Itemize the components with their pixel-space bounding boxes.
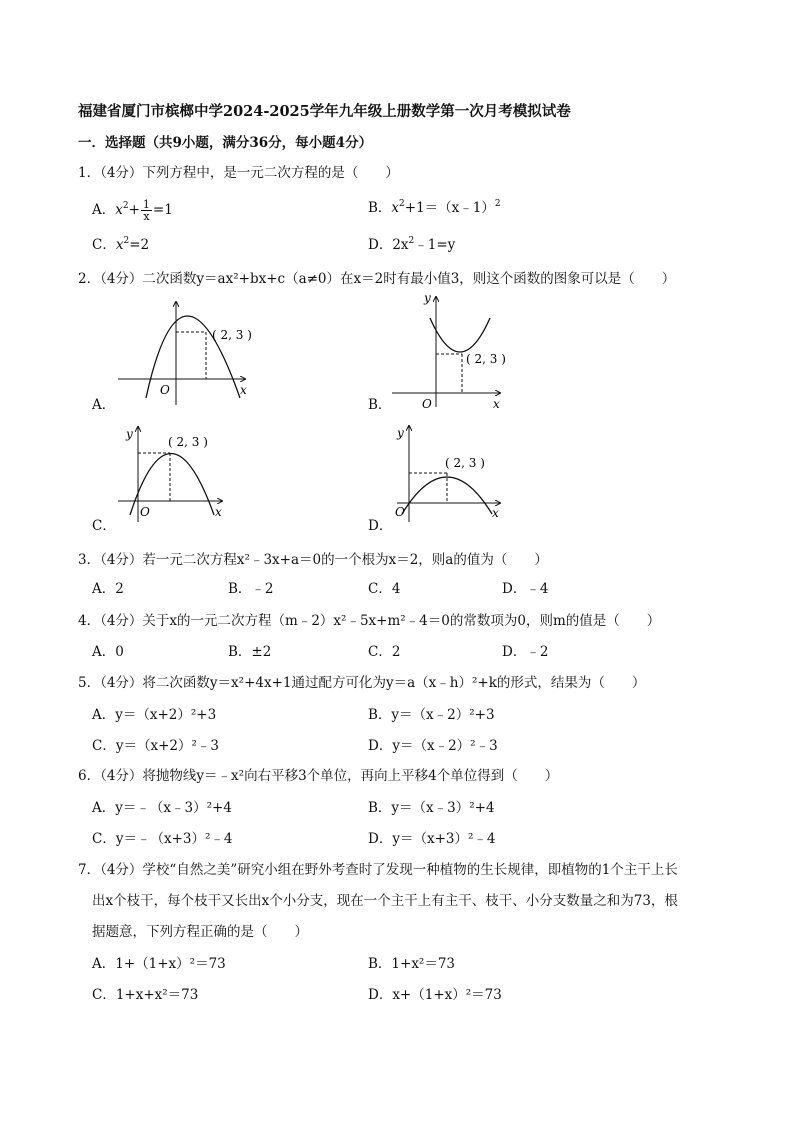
q1-option-a xyxy=(92,199,173,222)
math-term: +1＝（x﹣1） xyxy=(404,200,495,216)
y-axis-label: y xyxy=(126,427,133,441)
q7-option-d: D．x+（1+x）²＝73 xyxy=(368,987,502,1003)
vertex-label: ( 2, 3 ) xyxy=(445,456,485,470)
vertex-label: ( 2, 3 ) xyxy=(168,435,208,449)
q2-option-c: C． xyxy=(92,518,116,534)
q4-option-a: A．0 xyxy=(92,644,124,660)
q3-option-d: D．﹣4 xyxy=(502,581,549,597)
q3-option-a: A．2 xyxy=(92,581,124,597)
q2-option-d: D． xyxy=(368,518,393,534)
parabola-curve xyxy=(130,454,214,516)
q5-option-b: B．y＝（x﹣2）²+3 xyxy=(368,707,495,723)
q1-option-c xyxy=(92,236,149,254)
question-7-line-2: 出x个枝干，每个枝干又长出x个小分支，现在一个主干上有主干、枝干、小分支数量之和为73，根 xyxy=(92,893,678,909)
q1-option-b xyxy=(368,199,501,217)
parabola-curve xyxy=(430,318,490,352)
parabola-curve xyxy=(402,477,492,514)
origin-label: O xyxy=(422,397,432,411)
x-axis-label: x xyxy=(215,505,222,519)
question-3-stem: 3．（4分）若一元二次方程x²﹣3x+a＝0的一个根为x＝2，则a的值为（ ） xyxy=(78,552,548,568)
q6-option-c: C．y＝﹣（x+3）²﹣4 xyxy=(92,831,233,847)
x-axis-label: x xyxy=(492,506,499,520)
origin-label: O xyxy=(160,383,170,397)
question-2-stem: 2．（4分）二次函数y＝ax²+bx+c（a≠0）在x＝2时有最小值3，则这个函数的图象可以是（ ） xyxy=(78,271,676,287)
graph-d xyxy=(395,426,500,522)
fraction xyxy=(141,199,152,222)
exponent: 2 xyxy=(494,199,501,209)
vertex-label: ( 2, 3 ) xyxy=(466,352,506,366)
y-axis-label: y xyxy=(397,426,404,440)
q6-option-d: D．y＝（x+3）²﹣4 xyxy=(368,831,496,847)
fraction-numerator: 1 xyxy=(142,198,150,211)
exponent: 2 xyxy=(408,236,415,246)
math-term: x xyxy=(115,237,124,253)
origin-label: O xyxy=(395,505,405,519)
option-letter: D． xyxy=(368,237,393,253)
question-1-stem: 1．（4分）下列方程中，是一元二次方程的是（ ） xyxy=(78,165,399,181)
q7-option-b: B．1+x²＝73 xyxy=(368,956,456,972)
math-term: ﹣1=y xyxy=(414,237,456,253)
exponent: 2 xyxy=(123,236,130,246)
question-7-line-3: 据题意，下列方程正确的是（ ） xyxy=(92,924,308,940)
q7-option-c: C．1+x+x²＝73 xyxy=(92,987,199,1003)
option-letter: A． xyxy=(92,202,116,218)
section-heading: 一．选择题（共9小题，满分36分，每小题4分） xyxy=(78,135,373,151)
q1-option-d xyxy=(368,236,455,254)
q3-option-c: C．4 xyxy=(368,581,401,597)
option-letter: C． xyxy=(92,237,116,253)
page-title: 福建省厦门市槟榔中学2024-2025学年九年级上册数学第一次月考模拟试卷 xyxy=(78,103,571,120)
question-5-stem: 5．（4分）将二次函数y＝x²+4x+1通过配方可化为y＝a（x﹣h）²+k的形式，结果为（ ） xyxy=(78,675,646,691)
exponent: 2 xyxy=(399,199,405,209)
q5-option-a: A．y＝（x+2）²+3 xyxy=(92,707,217,723)
question-6-stem: 6．（4分）将抛物线y＝﹣x²向右平移3个单位，再向上平移4个单位得到（ ） xyxy=(78,768,559,784)
x-axis-label: x xyxy=(493,397,500,411)
q2-option-a: A． xyxy=(92,397,116,413)
parabola-curve xyxy=(146,316,240,398)
graph-a xyxy=(118,302,252,405)
q6-option-a: A．y＝﹣（x﹣3）²+4 xyxy=(92,800,232,816)
vertex-label: ( 2, 3 ) xyxy=(212,328,252,342)
question-7-line-1: 7．（4分）学校“自然之美”研究小组在野外考查时了发现一种植物的生长规律，即植物的1个主干上长 xyxy=(78,862,678,878)
origin-label: O xyxy=(140,505,150,519)
exponent: 2 xyxy=(122,201,129,211)
graph-b xyxy=(392,291,506,411)
option-letter: B． xyxy=(368,200,392,216)
math-term: x xyxy=(115,202,123,218)
math-term: 2x xyxy=(392,237,409,253)
q4-option-c: C．2 xyxy=(368,644,401,660)
q4-option-d: D．﹣2 xyxy=(502,644,549,660)
math-term: =2 xyxy=(129,237,150,253)
question-4-stem: 4．（4分）关于x的一元二次方程（m﹣2）x²﹣5x+m²﹣4＝0的常数项为0，则m的值是（ ） xyxy=(78,613,661,629)
q5-option-c: C．y＝（x+2）²﹣3 xyxy=(92,738,219,754)
math-term: =1 xyxy=(152,202,173,218)
q7-option-a: A．1+（1+x）²＝73 xyxy=(92,956,226,972)
math-operator: + xyxy=(128,202,140,218)
math-term: x xyxy=(391,200,400,216)
q6-option-b: B．y＝（x﹣3）²+4 xyxy=(368,800,495,816)
q5-option-d: D．y＝（x﹣2）²﹣3 xyxy=(368,738,498,754)
graph-c xyxy=(118,427,222,522)
q4-option-b: B．±2 xyxy=(228,644,272,660)
y-axis-label: y xyxy=(424,291,431,305)
x-axis-label: x xyxy=(240,383,247,397)
q2-option-b: B． xyxy=(368,397,392,413)
q3-option-b: B．﹣2 xyxy=(228,581,274,597)
fraction-denominator: x xyxy=(143,210,150,223)
